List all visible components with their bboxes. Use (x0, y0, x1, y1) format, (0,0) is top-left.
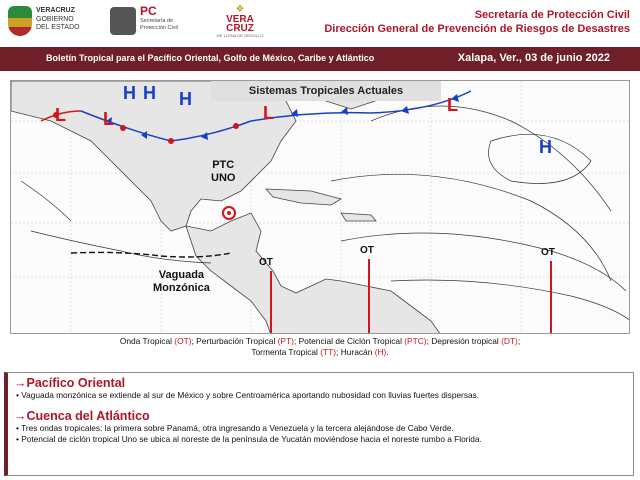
agency-name: Secretaría de Protección Civil (474, 9, 630, 21)
arrow-right-icon: → (14, 409, 27, 423)
legend-entry: Potencial de Ciclón Tropical (298, 336, 405, 346)
legend-line-1 (0, 336, 640, 347)
legend-line-2 (0, 347, 640, 358)
logo-text: DEL ESTADO (36, 24, 80, 31)
ptc-uno-storm-symbol (223, 207, 235, 219)
section-title: Pacífico Oriental (26, 376, 126, 390)
arrow-right-icon: → (14, 376, 27, 390)
legend-sep: ; (336, 347, 341, 357)
high-pressure-center: H (123, 83, 136, 103)
veracruz-orgullo-logo (210, 4, 270, 40)
trough-label-line: Vaguada (158, 269, 205, 281)
logo-text: CRUZ (226, 23, 254, 34)
legend-code: (OT) (174, 336, 192, 346)
agency-title (324, 8, 630, 36)
high-pressure-center: H (143, 83, 156, 103)
legend-sep: ; (517, 336, 521, 346)
ptc-uno-label (211, 159, 235, 185)
legend-sep: ; (426, 336, 432, 346)
section-heading-pacific (14, 376, 627, 390)
legend-code: (DT) (501, 336, 518, 346)
logo-text: GOBIERNO (36, 16, 74, 23)
map-title: Sistemas Tropicales Actuales (211, 81, 441, 101)
ptc-label-line: PTC (212, 159, 235, 171)
low-pressure-center: L (55, 105, 66, 125)
logo-text: Secretaría de (140, 18, 174, 24)
low-pressure-center: L (263, 103, 274, 123)
ptc-label-line: UNO (211, 172, 236, 184)
legend-sep: ; (293, 336, 299, 346)
bulletin-banner (0, 47, 640, 71)
summary-panel (4, 372, 634, 476)
bulletin-date: Xalapa, Ver., 03 de junio 2022 (457, 52, 610, 64)
tropical-wave-label: OT (541, 247, 555, 258)
low-pressure-center: L (447, 95, 458, 115)
legend-sep: ; (191, 336, 197, 346)
veracruz-government-logo (8, 4, 98, 40)
monsoon-trough-label (153, 269, 210, 295)
logo-text: PC (140, 4, 157, 18)
summary-bullet: • Vaguada monzónica se extiende al sur de México y sobre Centroamérica aportando nubosidad con lluvias fuertes dispersas. (16, 390, 480, 400)
national-crest-icon (110, 7, 136, 35)
trough-label-line: Monzónica (153, 282, 210, 294)
legend-code: (PTC) (404, 336, 427, 346)
tropical-wave-label: OT (360, 245, 374, 256)
bullet-text: Potencial de ciclón tropical Uno se ubica al noreste de la península de Yucatán moviéndose hacia el noreste rumbo a Florida. (21, 434, 482, 444)
summary-bullet: • Tres ondas tropicales: la primera sobre Panamá, otra ingresando a Venezuela y la tercera alejándose de Cabo Verde. (16, 423, 454, 433)
veracruz-crest-icon (8, 6, 32, 36)
bullet-text: Vaguada monzónica se extiende al sur de México y sobre Centroamérica aportando nubosidad con lluvias fuertes dispersas. (21, 390, 480, 400)
logo-text: VERA (226, 14, 254, 25)
tropical-wave-label: OT (259, 257, 273, 268)
agency-department: Dirección General de Prevención de Riesgos de Desastres (324, 23, 630, 35)
summary-bullet: • Potencial de ciclón tropical Uno se ubica al noreste de la península de Yucatán moviéndose hacia el noreste rumbo a Florida. (16, 434, 482, 444)
legend-entry: Huracán (340, 347, 375, 357)
high-pressure-center: H (539, 137, 552, 157)
legend-entry: Depresión tropical (431, 336, 502, 346)
section-heading-atlantic (14, 409, 627, 423)
legend-code: (TT) (320, 347, 337, 357)
legend-entry: Tormenta Tropical (251, 347, 321, 357)
legend-entry: Onda Tropical (119, 336, 175, 346)
logo-text: VERACRUZ (36, 7, 75, 14)
legend-code: (H) (374, 347, 387, 357)
low-pressure-center: L (103, 109, 114, 129)
legend-code: (PT) (277, 336, 294, 346)
bulletin-title: Boletín Tropical para el Pacífico Oriental, Golfo de México, Caribe y Atlántico (46, 53, 375, 63)
legend-entry: Perturbación Tropical (196, 336, 278, 346)
star-icon: ❖ (235, 4, 245, 15)
bullet-text: Tres ondas tropicales: la primera sobre Panamá, otra ingresando a Venezuela y la tercera alejándose de Cabo Verde. (21, 423, 454, 433)
section-title: Cuenca del Atlántico (26, 409, 150, 423)
surface-analysis-map (10, 80, 630, 334)
legend (0, 336, 640, 358)
logo-subtext (140, 18, 178, 31)
header (0, 0, 640, 44)
high-pressure-center: H (179, 89, 192, 109)
proteccion-civil-logo (110, 4, 210, 40)
legend-sep: . (386, 347, 389, 357)
logo-text: Protección Civil (140, 24, 178, 31)
logo-tagline: ME LLENA DE ORGULLO (216, 33, 264, 38)
